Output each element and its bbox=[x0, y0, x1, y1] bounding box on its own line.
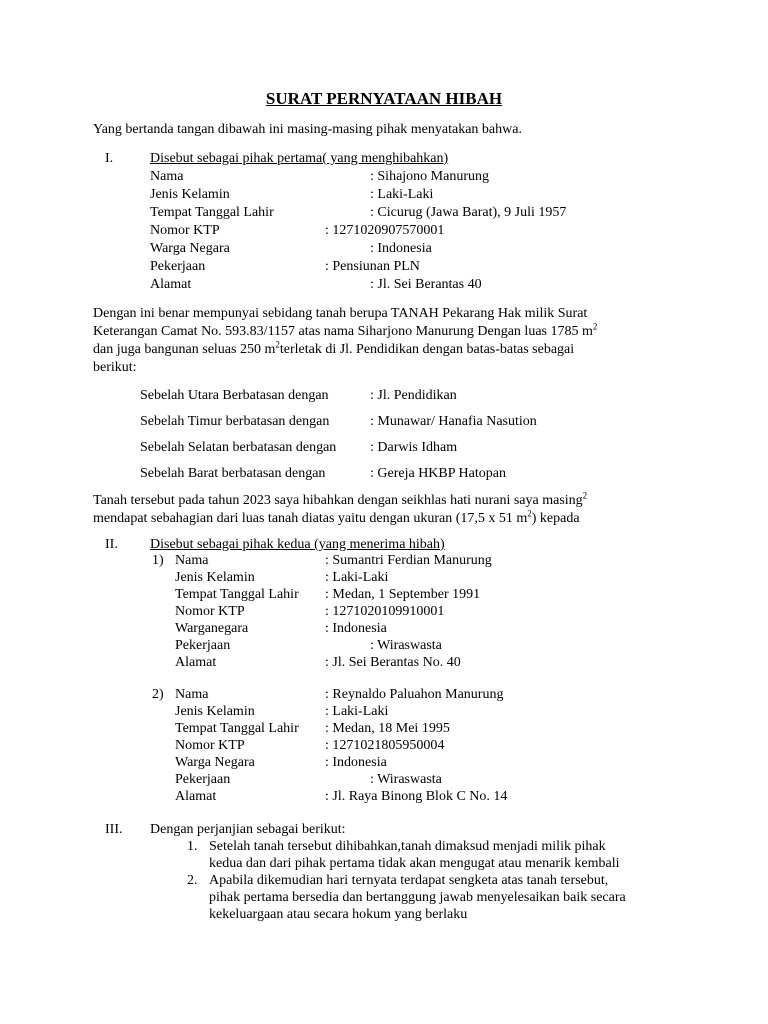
field-value: : 1271020907570001 bbox=[325, 223, 445, 238]
field-value: : 1271020109910001 bbox=[325, 604, 445, 619]
paragraph-line: Keterangan Camat No. 593.83/1157 atas nama Siharjono Manurung Dengan luas 1785 $m^2$ bbox=[93, 321, 598, 339]
boundary-value: : Jl. Pendidikan bbox=[370, 388, 457, 403]
field-value: : Cicurug (Jawa Barat), 9 Juli 1957 bbox=[370, 205, 567, 220]
field-value: : Medan, 1 September 1991 bbox=[325, 587, 481, 602]
section1-number: I. bbox=[105, 151, 114, 166]
field-value: : Indonesia bbox=[325, 755, 387, 770]
field-label: Tempat Tanggal Lahir bbox=[175, 587, 299, 602]
paragraph-line: Tanah tersebut pada tahun 2023 saya hibahkan dengan seikhlas hati nurani saya masing$^2$ bbox=[93, 490, 588, 508]
paragraph-line: mendapat sebahagian dari luas tanah diatas yaitu dengan ukuran (17,5 x 51 $m^2$) kepada bbox=[93, 508, 580, 526]
field-value: : Jl. Sei Berantas 40 bbox=[370, 277, 482, 292]
boundary-label: Sebelah Selatan berbatasan dengan bbox=[140, 440, 337, 455]
field-label: Pekerjaan bbox=[175, 772, 231, 787]
field-value: : Indonesia bbox=[370, 241, 432, 256]
section3-heading: Dengan perjanjian sebagai berikut: bbox=[150, 822, 346, 837]
field-value: : Laki-Laki bbox=[370, 187, 434, 202]
field-label: Nomor KTP bbox=[150, 223, 220, 238]
field-value: : Wiraswasta bbox=[370, 638, 442, 653]
field-label: Jenis Kelamin bbox=[175, 704, 255, 719]
agreement-item-line: Setelah tanah tersebut dihibahkan,tanah dimaksud menjadi milik pihak bbox=[209, 839, 606, 854]
paragraph-line: Dengan ini benar mempunyai sebidang tanah berupa TANAH Pekarang Hak milik Surat bbox=[93, 306, 588, 321]
section3-number: III. bbox=[105, 822, 123, 837]
boundary-value: : Munawar/ Hanafia Nasution bbox=[370, 414, 537, 429]
field-value: : Jl. Raya Binong Blok C No. 14 bbox=[325, 789, 508, 804]
agreement-item-line: pihak pertama bersedia dan bertanggung jawab menyelesaikan baik secara bbox=[209, 890, 626, 905]
field-value: : Jl. Sei Berantas No. 40 bbox=[325, 655, 461, 670]
section2-number: II. bbox=[105, 537, 118, 552]
boundary-label: Sebelah Barat berbatasan dengan bbox=[140, 466, 326, 481]
field-label: Alamat bbox=[175, 789, 217, 804]
paragraph-line: berikut: bbox=[93, 360, 137, 375]
field-label: Tempat Tanggal Lahir bbox=[150, 205, 274, 220]
agreement-item-number: 2. bbox=[187, 873, 198, 888]
field-label: Warga Negara bbox=[150, 241, 230, 256]
person-number: 2) bbox=[152, 687, 164, 702]
field-label: Alamat bbox=[150, 277, 192, 292]
boundary-label: Sebelah Timur berbatasan dengan bbox=[140, 414, 330, 429]
agreement-item-line: kedua dan dari pihak pertama tidak akan mengugat atau menarik kembali bbox=[209, 856, 620, 871]
field-value: : Pensiunan PLN bbox=[325, 259, 420, 274]
section1-heading: Disebut sebagai pihak pertama( yang menghibahkan) bbox=[150, 151, 449, 166]
agreement-item-line: kekeluargaan atau secara hokum yang berlaku bbox=[209, 907, 468, 922]
agreement-item-number: 1. bbox=[187, 839, 198, 854]
field-value: : Sumantri Ferdian Manurung bbox=[325, 553, 492, 568]
field-label: Warga Negara bbox=[175, 755, 255, 770]
field-label: Alamat bbox=[175, 655, 217, 670]
field-label: Tempat Tanggal Lahir bbox=[175, 721, 299, 736]
field-label: Warganegara bbox=[175, 621, 249, 636]
field-value: : Indonesia bbox=[325, 621, 387, 636]
field-value: : Laki-Laki bbox=[325, 570, 389, 585]
field-label: Pekerjaan bbox=[175, 638, 231, 653]
field-label: Nama bbox=[175, 553, 209, 568]
field-value: : Medan, 18 Mei 1995 bbox=[325, 721, 450, 736]
field-label: Nama bbox=[150, 169, 184, 184]
field-label: Jenis Kelamin bbox=[175, 570, 255, 585]
boundary-value: : Darwis Idham bbox=[370, 440, 458, 455]
field-label: Nomor KTP bbox=[175, 738, 245, 753]
boundary-value: : Gereja HKBP Hatopan bbox=[370, 466, 506, 481]
field-value: : Reynaldo Paluahon Manurung bbox=[325, 687, 504, 702]
paragraph-line: dan juga bangunan seluas 250 $m^2terletak$ di Jl. Pendidikan dengan batas-batas sebagai bbox=[93, 339, 575, 357]
field-value: : 1271021805950004 bbox=[325, 738, 445, 753]
agreement-item-line: Apabila dikemudian hari ternyata terdapat sengketa atas tanah tersebut, bbox=[209, 873, 609, 888]
intro-text: Yang bertanda tangan dibawah ini masing-masing pihak menyatakan bahwa. bbox=[93, 122, 522, 137]
boundary-label: Sebelah Utara Berbatasan dengan bbox=[140, 388, 329, 403]
document-title: SURAT PERNYATAAN HIBAH bbox=[265, 89, 503, 108]
field-value: : Laki-Laki bbox=[325, 704, 389, 719]
field-label: Nama bbox=[175, 687, 209, 702]
field-label: Jenis Kelamin bbox=[150, 187, 230, 202]
field-value: : Sihajono Manurung bbox=[370, 169, 489, 184]
field-label: Pekerjaan bbox=[150, 259, 206, 274]
section2-heading: Disebut sebagai pihak kedua (yang menerima hibah) bbox=[150, 537, 445, 552]
field-label: Nomor KTP bbox=[175, 604, 245, 619]
field-value: : Wiraswasta bbox=[370, 772, 442, 787]
person-number: 1) bbox=[152, 553, 164, 568]
